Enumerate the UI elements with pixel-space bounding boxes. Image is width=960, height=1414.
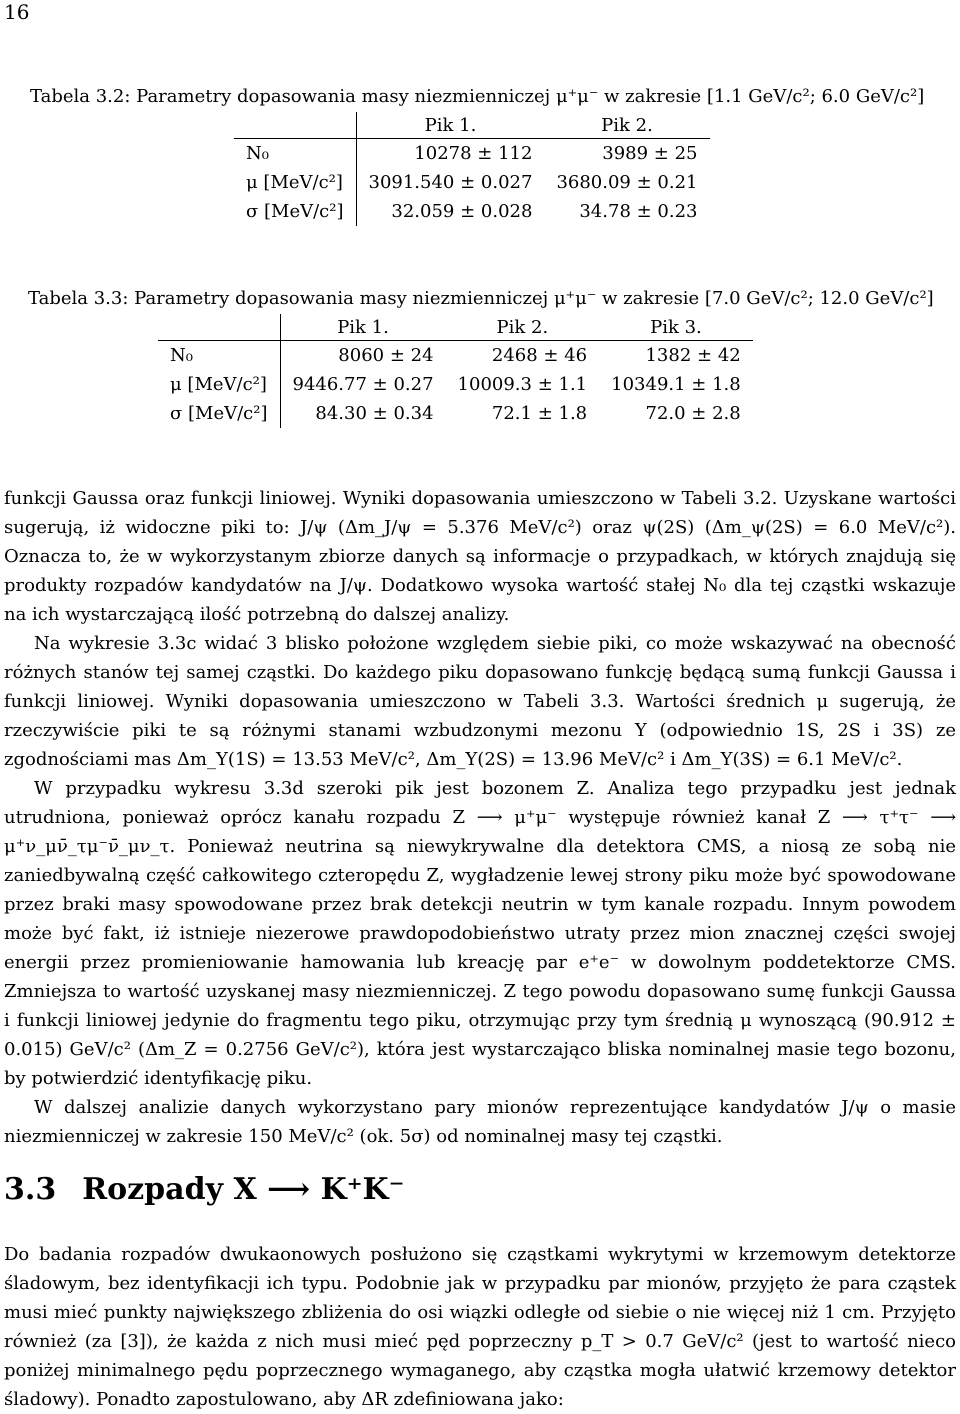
table-cell: 3091.540 ± 0.027 [368, 172, 533, 193]
row-label: σ [MeV/c²] [234, 197, 356, 226]
table-corner [234, 112, 356, 139]
paragraph: funkcji Gaussa oraz funkcji liniowej. Wyniki dopasowania umieszczono w Tabeli 3.2. Uzyskane wartości sugerują, iż widoczne piki to: J/ψ (Δm_J/ψ = 5.376 MeV/c²) oraz ψ(2S) (Δm_ψ(2S) = 6.0 MeV/c²). Oznacza to, że w wykorzystanym zbiorze danych są informacje o przypadkach, w których znajdują się produkty rozpadów kandydatów na J/ψ. Dodatkowo wysoka wartość stałej N₀ dla tej cząstki wskazuje na ich wystarczającą ilość potrzebną do dalszej analizy. [4, 488, 956, 625]
table-3-2-caption: Tabela 3.2: Parametry dopasowania masy niezmienniczej μ⁺μ⁻ w zakresie [1.1 GeV/c²; 6.0 GeV/c²] [30, 86, 925, 107]
table-cell: 3989 ± 25 [544, 139, 709, 169]
page-number: 16 [4, 0, 30, 24]
table-cell: 32.059 ± 0.028 [391, 201, 533, 222]
table-header: Pik 1. [337, 316, 389, 338]
table-header: Pik 2. [601, 114, 653, 136]
body-text [4, 484, 956, 1151]
section-title: Rozpady X ⟶ K⁺K⁻ [82, 1172, 405, 1207]
table-cell: 34.78 ± 0.23 [579, 201, 698, 222]
section-body [4, 1240, 956, 1414]
table-row [234, 139, 710, 169]
table-corner [158, 314, 280, 341]
table-header-row [234, 112, 710, 139]
paragraph: Do badania rozpadów dwukaonowych posłużono się cząstkami wykrytymi w krzemowym detektorze śladowym, bez identyfikacji ich typu. Podobnie jak w przypadku par mionów, przyjęto że para cząstek musi mieć punkty największego zbliżenia do osi wiązki odległe od siebie o nie więcej niż 1 cm. Przyjęto również (za [3]), że każda z nich musi mieć pęd poprzeczny p_T > 0.7 GeV/c² (jest to wartość nieco poniżej minimalnego pędu poprzecznego wymaganego, aby cząstka mogła ułatwić krzemowy detektor śladowy). Ponadto zapostulowano, aby ΔR zdefiniowana jako: [4, 1244, 956, 1410]
table-cell: 8060 ± 24 [280, 341, 446, 371]
table-cell: 72.0 ± 2.8 [645, 403, 741, 424]
table-row [234, 197, 710, 226]
paragraph: W dalszej analizie danych wykorzystano pary mionów reprezentujące kandydatów J/ψ o masie niezmienniczej w zakresie 150 MeV/c² (ok. 5σ) od nominalnej masy tej cząstki. [4, 1097, 956, 1147]
section-heading [4, 1172, 404, 1207]
table-cell: 10009.3 ± 1.1 [457, 374, 588, 395]
table-row [158, 370, 753, 399]
paragraph: Na wykresie 3.3c widać 3 blisko położone względem siebie piki, co może wskazywać na obecność różnych stanów tej samej cząstki. Do każdego piku dopasowano funkcję będącą sumą funkcji Gaussa i funkcji liniowej. Wyniki dopasowania umieszczono w Tabeli 3.3. Wartości średnich μ sugerują, że rzeczywiście piki te są różnymi stanami wzbudzonymi mezonu Υ (odpowiednio 1S, 2S i 3S) ze zgodnościami mas Δm_Υ(1S) = 13.53 MeV/c², Δm_Υ(2S) = 13.96 MeV/c² i Δm_Υ(3S) = 6.1 MeV/c². [4, 633, 956, 770]
table-cell: 2468 ± 46 [446, 341, 600, 371]
row-label: σ [MeV/c²] [158, 399, 280, 428]
table-row [158, 341, 753, 371]
row-label: N₀ [234, 139, 356, 169]
row-label: μ [MeV/c²] [234, 168, 356, 197]
table-3-2 [234, 112, 710, 226]
table-header-row [158, 314, 753, 341]
table-cell: 3680.09 ± 0.21 [556, 172, 698, 193]
table-cell: 84.30 ± 0.34 [315, 403, 434, 424]
table-3-3-caption: Tabela 3.3: Parametry dopasowania masy niezmienniczej μ⁺μ⁻ w zakresie [7.0 GeV/c²; 12.0 GeV/c²] [28, 288, 934, 309]
table-3-3 [158, 314, 753, 428]
table-header: Pik 1. [424, 114, 477, 136]
section-number: 3.3 [4, 1172, 57, 1207]
table-row [234, 168, 710, 197]
paragraph: W przypadku wykresu 3.3d szeroki pik jest bozonem Z. Analiza tego przypadku jest jednak utrudniona, ponieważ oprócz kanału rozpadu Z ⟶ μ⁺μ⁻ występuje również kanał Z ⟶ τ⁺τ⁻ ⟶ μ⁺ν_μν̄_τμ⁻ν̄_μν_τ. Ponieważ neutrina są niewykrywalne dla detektora CMS, a niosą ze sobą nie zaniedbywalną część całkowitego czteropędu Z, wygładzenie lewej strony piku może być spowodowane przez braki masy spowodowane przez brak detekcji neutrin w tym kanale rozpadu. Innym powodem może być fakt, iż istnieje niezerowe prawdopodobieństwo utraty przez mion znacznej części swojej energii przez promieniowanie hamowania lub kreację par e⁺e⁻ w dowolnym poddetektorze CMS. Zmniejsza to wartość uzyskanej masy niezmienniczej. Z tego powodu dopasowano sumę funkcji Gaussa i funkcji liniowej jedynie do fragmentu tego piku, otrzymując przy tym średnią μ wynoszącą (90.912 ± 0.015) GeV/c² (Δm_Z = 0.2756 GeV/c²), która jest wystarczająco bliska nominalnej masie tego bozonu, by potwierdzić identyfikację piku. [4, 778, 956, 1089]
table-header: Pik 2. [496, 316, 549, 338]
table-row [158, 399, 753, 428]
table-cell: 10349.1 ± 1.8 [611, 374, 741, 395]
table-cell: 10278 ± 112 [356, 139, 544, 169]
table-header: Pik 3. [650, 316, 702, 338]
row-label: μ [MeV/c²] [158, 370, 280, 399]
table-cell: 1382 ± 42 [599, 341, 753, 371]
table-cell: 9446.77 ± 0.27 [292, 374, 434, 395]
table-cell: 72.1 ± 1.8 [491, 403, 588, 424]
row-label: N₀ [158, 341, 280, 371]
